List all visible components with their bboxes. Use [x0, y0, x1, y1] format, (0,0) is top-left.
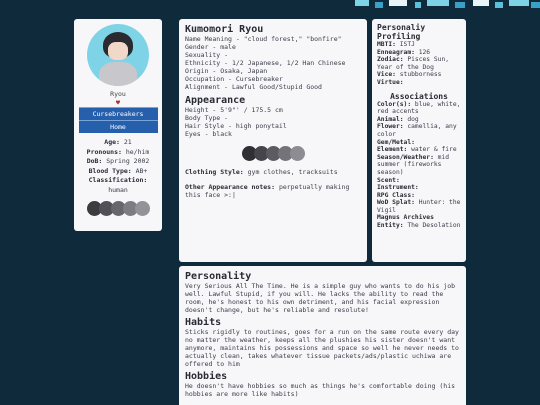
pixel-block — [531, 2, 540, 8]
stat-blood-type: Blood Type: AB+ — [88, 166, 148, 175]
bio-details — [185, 35, 361, 91]
other-appearance-notes: Other Appearance notes: perpetually making this face >:| — [185, 183, 350, 199]
associations-list — [377, 101, 461, 230]
pixel-block — [427, 0, 449, 6]
appearance-line: Height - 5'9"' / 175.5 cm — [185, 106, 283, 114]
character-name: Kumomori Ryou — [185, 24, 264, 35]
appearance-line: Hair Style - high ponytail — [185, 122, 287, 130]
habits-heading: Habits — [185, 317, 222, 328]
bio-line: Name Meaning - "cloud forest," "bonfire" — [185, 35, 342, 43]
pixel-block — [509, 0, 529, 6]
profiling-item: MBTI: ISTJ — [377, 41, 415, 48]
profiling-item: Zodiac: Pisces Sun, Year of the Dog — [377, 56, 450, 71]
bio-line: Occupation - Cursebreaker — [185, 75, 283, 83]
association-item: Animal: dog — [377, 115, 419, 123]
profile-short-name: Ryou — [110, 90, 126, 98]
associations-heading: Associations — [390, 91, 448, 101]
avatar — [87, 24, 149, 86]
association-item: Gem/Metal: — [377, 138, 415, 146]
association-item: Flower: camellia, any color — [377, 123, 457, 138]
pixel-block — [495, 2, 503, 8]
bio-panel — [179, 19, 367, 262]
color-swatch — [135, 201, 150, 216]
appearance-palette — [185, 146, 361, 161]
bio-line: Sexuality - — [185, 51, 229, 59]
association-item: Season/Weather: mid summer (fireworks season) — [377, 153, 450, 176]
bio-line: Origin - Osaka, Japan — [185, 67, 268, 75]
profiling-heading: Personaliy Profiling — [377, 23, 426, 41]
stat-dob: DoB: Spring 2002 — [86, 157, 150, 165]
heart-icon: ♥ — [115, 99, 121, 107]
stat-age: Age: 21 — [104, 138, 132, 146]
hobbies-heading: Hobbies — [185, 371, 228, 382]
association-item: Scent: — [377, 176, 400, 184]
nav-cursebreakers-button[interactable]: Cursebreakers — [79, 107, 158, 120]
color-swatch — [290, 146, 305, 161]
stat-classification: Classification: — [88, 176, 148, 184]
appearance-line: Body Type - — [185, 114, 229, 122]
stat-classification-value: human — [108, 185, 128, 194]
pixel-block — [355, 0, 369, 6]
appearance-details — [185, 106, 361, 138]
decorative-pixel-strip — [355, 0, 540, 14]
association-item: WoD Splat: Hunter: the Vigil — [377, 199, 461, 214]
bio-line: Ethnicity - 1/2 Japanese, 1/2 Han Chinese — [185, 59, 346, 67]
nav-home-button[interactable]: Home — [79, 120, 158, 133]
bio-line: Gender - male — [185, 43, 236, 51]
bio-line: Alignment - Lawful Good/Stupid Good — [185, 83, 322, 91]
habits-text: Sticks rigidly to routines, goes for a run on the same route every day no matter the weather, keeps all the plushies his sister doesn't want anymore, maintains his possessions and space so well he never needs to actually clean, takes whatever tissue packets/ads/plastic uchiwa are offered to him — [185, 328, 459, 368]
profiling-panel — [372, 19, 466, 262]
profile-stats — [74, 138, 162, 195]
personality-heading: Personality — [185, 271, 252, 282]
pixel-block — [375, 2, 383, 8]
pixel-block — [455, 2, 465, 8]
appearance-heading: Appearance — [185, 95, 246, 106]
appearance-line: Eyes - black — [185, 130, 232, 138]
personality-text: Very Serious All The Time. He is a simple guy who wants to do his job well. Lawful Stupid, if you will. He lacks the ability to read the room, he's honest to his own detriment, and his facial expression doesn't change, but he's reliable and resolute! — [185, 282, 456, 314]
pixel-block — [415, 2, 421, 8]
profiling-item: Vice: stubborness — [377, 71, 442, 79]
stat-pronouns: Pronouns: he/him — [86, 147, 150, 156]
association-item: Instrument: — [377, 184, 419, 192]
profiling-item: Virtue: — [377, 78, 404, 86]
clothing-style: Clothing Style: gym clothes, tracksuits — [185, 168, 338, 176]
profiling-item: Enneagram: 126 — [377, 48, 431, 56]
hobbies-text: He doesn't have hobbies so much as things he's comfortable doing (his hobbies are more like habits) — [185, 382, 456, 398]
profile-card — [74, 19, 162, 231]
color-palette — [74, 201, 162, 216]
profiling-list — [377, 41, 461, 87]
association-item: Magnus Archives Entity: The Desolation — [377, 214, 461, 230]
association-item: RPG Class: — [377, 191, 415, 199]
pixel-block — [389, 0, 407, 6]
pixel-block — [473, 0, 489, 6]
association-item: Color(s): blue, white, red accents — [377, 100, 461, 116]
personality-panel — [179, 266, 466, 405]
association-item: Element: water & fire — [377, 146, 457, 154]
